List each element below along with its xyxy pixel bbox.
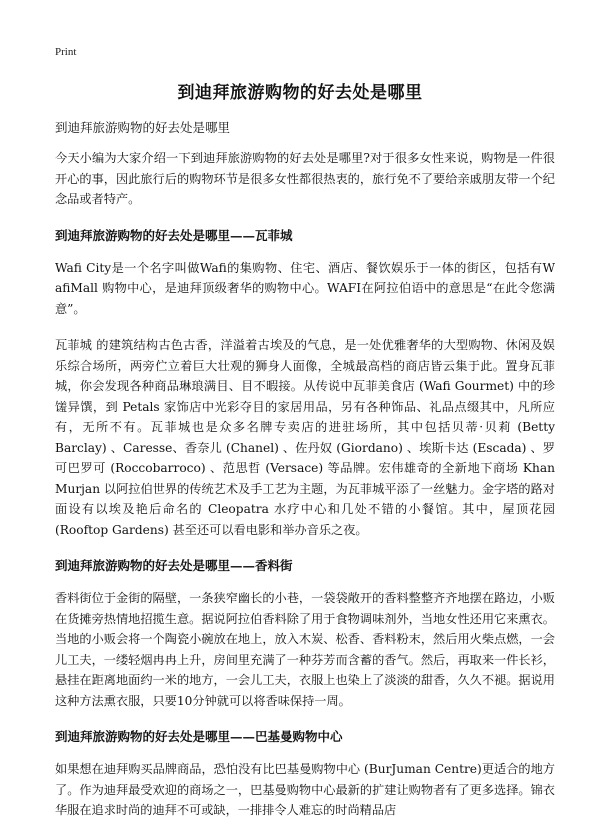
- spice-souk-paragraph: 香料街位于金街的隔壁，一条狭窄幽长的小巷，一袋袋敞开的香料整整齐齐地摆在路边，小贩在货摊旁热情地招揽生意。据说阿拉伯香料除了用于食物调味剂外，当地女性还用它来熏衣。当地的小贩会将一个陶瓷小碗放在地上，放入木炭、松香、香料粉末，然后用火柴点燃，一会儿工夫，一缕轻烟冉冉上升，房间里充满了一种芬芳而含蓄的香气。然后，再取来一件长衫，悬挂在距离地面约一米的地方，一会儿工夫，衣服上也染上了淡淡的甜香，久久不褪。据说用这种方法熏衣服，只要10分钟就可以将香味保持一周。: [55, 591, 555, 708]
- section-heading-wafi: 到迪拜旅游购物的好去处是哪里——瓦菲城: [55, 227, 293, 243]
- page-title: 到迪拜旅游购物的好去处是哪里: [177, 83, 423, 103]
- section-heading-spice-souk: 到迪拜旅游购物的好去处是哪里——香料街: [55, 558, 293, 573]
- section-heading-burjuman: 到迪拜旅游购物的好去处是哪里——巴基曼购物中心: [55, 729, 343, 744]
- intro-paragraph: 今天小编为大家介绍一下到迪拜旅游购物的好去处是哪里?对于很多女性来说，购物是一件很开心的事，因此旅行后的购物环节是很多女性都很热衷的，旅行免不了要给亲戚朋友带一个纪念品或者特产。: [55, 151, 555, 206]
- wafi-paragraph-2: 瓦菲城 的建筑结构古色古香，洋溢着古埃及的气息，是一处优雅奢华的大型购物、休闲及娱乐综合场所，两旁伫立着巨大壮观的狮身人面像，全城最高档的商店皆云集于此。置身瓦菲城，你会发现各种商品琳琅满目、目不暇接。从传说中瓦菲美食店 (Wafi Gourmet) 中的珍馐异馔，到 Petals 家饰店中光彩夺目的家居用品，另有各种饰品、礼品点缀其中，凡所应有，无所不有。瓦菲城也是众多名牌专卖店的进驻场所，其中包括贝蒂·贝莉 (Betty Barclay) 、Caresse、香奈儿 (Chanel) 、佐丹奴 (Giordano) 、埃斯卡达 (Escada) 、罗可巴罗可 (Roccobarroco) 、范思哲 (Versace) 等品牌。宏伟雄奇的全新地下商场 Khan Murjan 以阿拉伯世界的传统艺术及手工艺为主题，为瓦菲城平添了一丝魅力。金字塔的路对面设有以埃及艳后命名的 Cleopatra 水疗中心和几处不错的小餐馆。其中，屋顶花园 (Rooftop Gardens) 甚至还可以看电影和举办音乐之夜。: [55, 338, 555, 537]
- burjuman-paragraph: 如果想在迪拜购买品牌商品，恐怕没有比巴基曼购物中心 (BurJuman Centre)更适合的地方了。作为迪拜最受欢迎的商场之一，巴基曼购物中心最新的扩建让购物者有了更多选择。锦衣华服在追求时尚的迪拜不可或缺，一排排令人难忘的时尚精品店: [55, 762, 555, 817]
- print-link[interactable]: Print: [55, 46, 77, 58]
- article-body: [55, 118, 555, 837]
- article-subtitle: 到迪拜旅游购物的好去处是哪里: [55, 120, 231, 135]
- wafi-paragraph-1: Wafi City是一个名字叫做Wafi的集购物、住宅、酒店、餐饮娱乐于一体的街区，包括有W afiMall 购物中心，是迪拜顶级奢华的购物中心。WAFI在阿拉伯语中的意思是“在此令您满意”。: [55, 260, 555, 316]
